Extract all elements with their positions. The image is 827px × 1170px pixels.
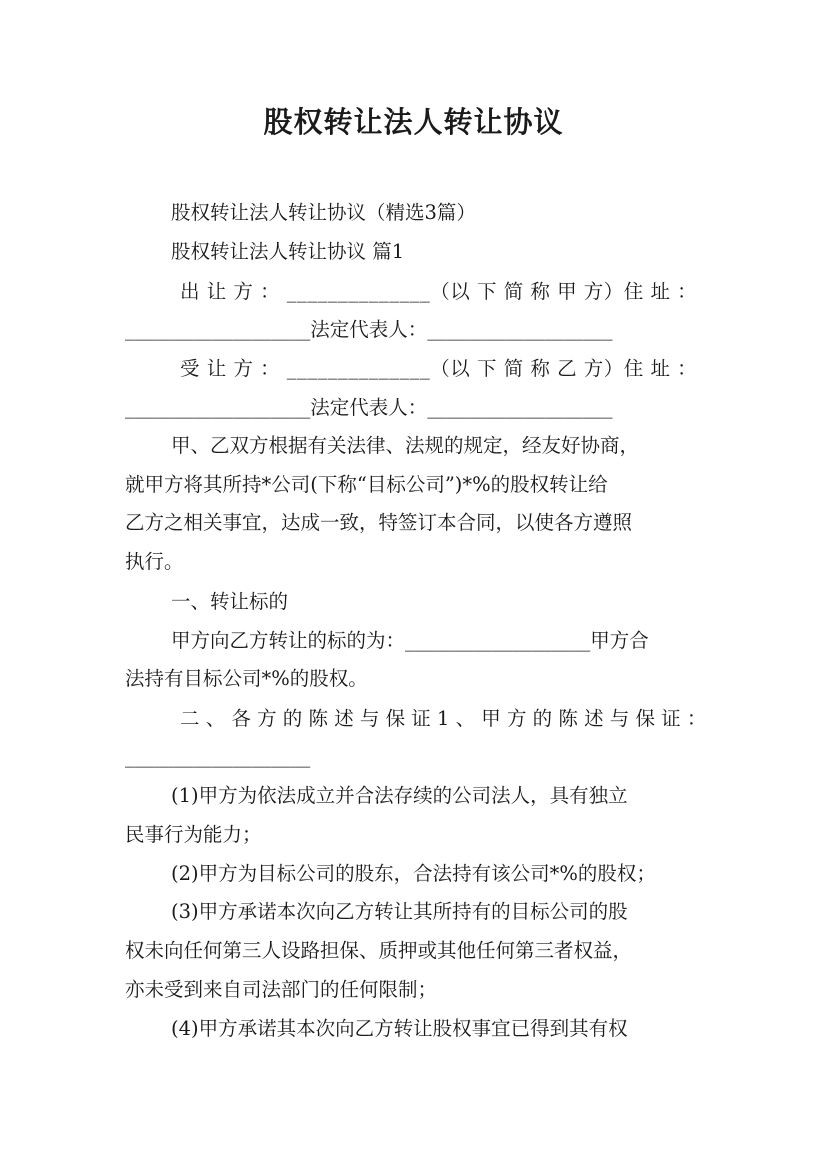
transferor-line: 出 让 方 ： ______________（以 下 简 称 甲 方）住 址 ：	[180, 280, 698, 303]
paragraph-line: 甲方向乙方转让的标的为：___________________甲方合	[171, 629, 649, 652]
document-title: 股权转让法人转让协议	[263, 105, 564, 139]
transferee-rep-line: ___________________法定代表人：___________________	[125, 396, 613, 419]
paragraph-line: 权未向任何第三人设路担保、质押或其他任何第三者权益，	[125, 939, 633, 962]
transferor-rep-line: ___________________法定代表人：___________________	[125, 318, 613, 341]
paragraph-line: 甲、乙双方根据有关法律、法规的规定，经友好协商，	[171, 434, 640, 457]
paragraph-line: 执行。	[125, 550, 184, 573]
paragraph-line: (1)甲方为依法成立并合法存续的公司法人，具有独立	[171, 784, 628, 807]
paragraph-line: (3)甲方承诺本次向乙方转让其所持有的目标公司的股	[171, 900, 628, 923]
paragraph-line: 亦未受到来自司法部门的任何限制；	[125, 978, 438, 1001]
paragraph-line: (4)甲方承诺其本次向乙方转让股权事宜已得到其有权	[171, 1017, 628, 1040]
section-heading-line: 股权转让法人转让协议 篇1	[171, 240, 405, 263]
subtitle-line: 股权转让法人转让协议（精选3篇）	[171, 201, 476, 224]
transferee-line: 受 让 方 ： ______________（以 下 简 称 乙 方）住 址 ：	[180, 357, 698, 380]
paragraph-line: 法持有目标公司*%的股权。	[125, 667, 368, 690]
paragraph-line: 民事行为能力；	[125, 823, 262, 846]
paragraph-line: 乙方之相关事宜，达成一致，特签订本合同，以使各方遵照	[125, 511, 633, 534]
blank-line: ___________________	[125, 745, 311, 768]
paragraph-line: 就甲方将其所持*公司(下称“目标公司”)*%的股权转让给	[125, 473, 608, 496]
paragraph-line: (2)甲方为目标公司的股东，合法持有该公司*%的股权；	[171, 862, 656, 885]
clause-heading: 一、转让标的	[171, 590, 289, 613]
clause-heading: 二 、 各 方 的 陈 述 与 保 证 1 、 甲 方 的 陈 述 与 保 证 ：	[180, 707, 707, 730]
